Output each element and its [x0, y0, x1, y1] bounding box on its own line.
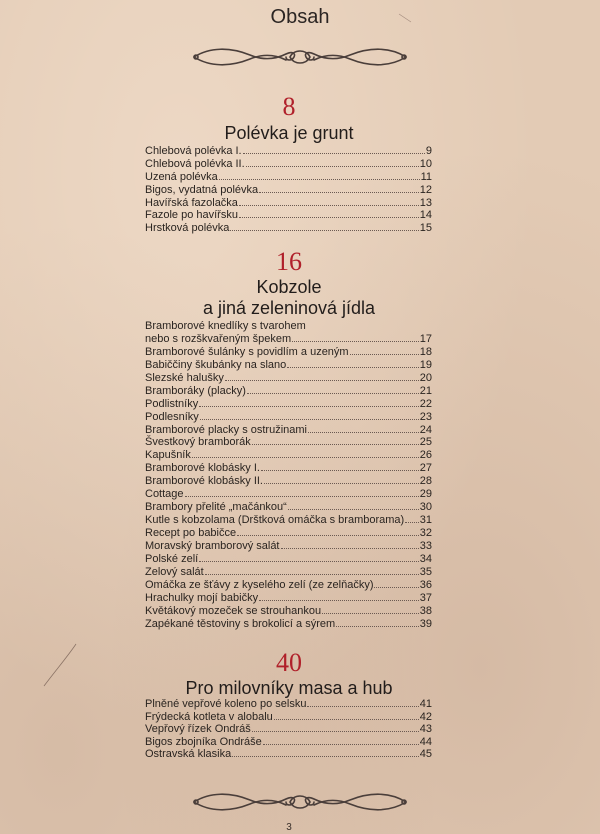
dot-leader: [246, 158, 419, 167]
toc-entry-title: Kutle s kobzolama (Drštková omáčka s bramborama): [145, 514, 405, 527]
toc-entry[interactable]: [145, 424, 432, 437]
toc-entry-title: Bigos zbojníka Ondráše: [145, 735, 262, 748]
dot-leader: [225, 372, 419, 381]
toc-entry[interactable]: [145, 320, 432, 333]
toc-entry-page: 20: [419, 371, 432, 384]
toc-entry[interactable]: [145, 158, 432, 171]
toc-entry-page: 11: [420, 170, 432, 183]
toc-entry-title: nebo s rozškvařeným špekem: [145, 332, 292, 345]
toc-entry[interactable]: [145, 618, 432, 631]
toc-entry-title: Slezské halušky: [145, 371, 224, 384]
toc-entry[interactable]: [145, 579, 432, 592]
toc-entry-page: 43: [419, 723, 432, 736]
dot-leader: [292, 333, 419, 342]
dot-leader: [247, 385, 419, 394]
toc-entry[interactable]: [145, 398, 432, 411]
toc-entry-page: 14: [419, 209, 432, 222]
dot-leader: [232, 748, 419, 757]
toc-entry[interactable]: [145, 553, 432, 566]
section-number: 40: [276, 648, 302, 677]
toc-entry-page: 28: [419, 475, 432, 488]
dot-leader: [322, 605, 419, 614]
toc-entry-title: Havířská fazolačka: [145, 196, 238, 209]
toc-entry-title: Kapušník: [145, 449, 191, 462]
toc-entry[interactable]: [145, 723, 432, 736]
toc-entry-title: Bramborové šulánky s povidlím a uzeným: [145, 345, 349, 358]
toc-entry-title: Recept po babičce: [145, 527, 237, 539]
toc-entry-title: Hrachulky mojí babičky: [145, 591, 259, 604]
toc-entry-title: Bramborové klobásky II.: [145, 475, 263, 488]
toc-entry-page: 29: [419, 488, 432, 501]
toc-entry[interactable]: [145, 462, 432, 475]
toc-entry-page: 36: [419, 578, 432, 591]
section-title: Pro milovníky masa a hub: [185, 678, 393, 698]
toc-entry-title: Zelový salát: [145, 565, 204, 578]
toc-entry[interactable]: [145, 698, 432, 711]
toc-entry[interactable]: [145, 333, 432, 346]
toc-entry-page: 27: [419, 462, 432, 475]
toc-entry[interactable]: [145, 748, 432, 761]
toc-entry-page: 19: [419, 358, 432, 371]
dot-leader: [200, 411, 419, 420]
toc-entry-page: 12: [419, 183, 432, 196]
dot-leader: [374, 579, 418, 588]
toc-entry[interactable]: [145, 436, 432, 449]
toc-entry[interactable]: [145, 592, 432, 605]
toc-entry-page: 13: [419, 196, 432, 209]
toc-entry-title: Zapékané těstoviny s brokolicí a sýrem: [145, 617, 336, 630]
dot-leader: [199, 553, 419, 562]
toc-entry-page: 45: [419, 748, 432, 761]
ornament-divider-icon: [190, 45, 410, 69]
dot-leader: [243, 145, 425, 154]
toc-entry[interactable]: [145, 736, 432, 749]
section-title-line-2: a jiná zeleninová jídla: [202, 298, 376, 318]
toc-entry[interactable]: [145, 209, 432, 222]
toc-entry[interactable]: [145, 222, 432, 235]
toc-entry[interactable]: [145, 605, 432, 618]
toc-entry-page: 39: [419, 617, 432, 630]
dot-leader: [237, 527, 419, 536]
toc-entry-title: Podlistníky: [145, 397, 199, 410]
toc-entry-page: 26: [419, 449, 432, 462]
page-title: Obsah: [270, 6, 330, 28]
toc-entry-title: Bigos, vydatná polévka: [145, 183, 259, 196]
dot-leader: [219, 171, 420, 180]
toc-entry-title: Podlesníky: [145, 410, 199, 423]
toc-entry-page: 44: [419, 735, 432, 748]
toc-entry-page: 9: [425, 145, 432, 157]
dot-leader: [405, 514, 419, 523]
dot-leader: [287, 359, 419, 368]
dot-leader: [281, 540, 419, 549]
toc-entry-title: Cottage: [145, 488, 184, 501]
toc-entry-title: Hrstková polévka: [145, 222, 230, 235]
toc-entry-title: Bramborové klobásky I.: [145, 462, 260, 475]
toc-entry[interactable]: [145, 475, 432, 488]
toc-entry-page: 34: [419, 552, 432, 565]
toc-entry-page: 17: [419, 332, 432, 345]
section-number: 16: [276, 247, 302, 276]
toc-list: [145, 698, 432, 761]
toc-entry-title: Vepřový řízek Ondráš: [145, 723, 251, 736]
toc-entry-page: 25: [419, 436, 432, 449]
toc-entry-page: 23: [419, 410, 432, 423]
toc-entry-title: Bramboráky (placky): [145, 384, 246, 397]
section-title: Polévka je grunt: [224, 123, 354, 143]
section-number: 8: [282, 92, 296, 121]
dot-leader: [261, 462, 419, 471]
toc-entry-title: Omáčka ze šťávy z kyselého zelí (ze zelňačky): [145, 578, 374, 591]
dot-leader: [264, 475, 419, 484]
toc-entry-page: 30: [419, 501, 432, 514]
toc-entry[interactable]: [145, 385, 432, 398]
paper-scratch: [40, 640, 80, 690]
toc-entry[interactable]: [145, 488, 432, 501]
toc-entry[interactable]: [145, 566, 432, 579]
toc-entry-page: 31: [419, 514, 432, 527]
toc-entry-title: Květákový mozeček se strouhankou: [145, 604, 322, 617]
paper-scratch: [395, 8, 415, 28]
toc-entry-page: 15: [419, 222, 432, 235]
toc-entry-title: Moravský bramborový salát: [145, 539, 280, 552]
dot-leader: [230, 222, 418, 231]
dot-leader: [239, 209, 419, 218]
toc-entry-page: 32: [419, 527, 432, 539]
dot-leader: [205, 566, 419, 575]
toc-entry-page: 33: [419, 539, 432, 552]
toc-entry-title: Ostravská klasika: [145, 748, 232, 761]
toc-list: [145, 145, 432, 235]
dot-leader: [263, 736, 419, 745]
toc-entry-title: Bramborové knedlíky s tvarohem: [145, 320, 306, 332]
toc-entry[interactable]: [145, 514, 432, 527]
toc-list: [145, 320, 432, 631]
ornament-divider-icon: [190, 790, 410, 814]
dot-leader: [252, 436, 419, 445]
page-number: 3: [286, 822, 292, 833]
toc-entry-page: 22: [419, 397, 432, 410]
dot-leader: [308, 424, 419, 433]
toc-entry-page: 38: [419, 604, 432, 617]
dot-leader: [307, 698, 418, 707]
toc-entry-page: 21: [419, 384, 432, 397]
toc-entry-title: Fazole po havířsku: [145, 209, 238, 222]
toc-entry-title: Brambory přelité „mačánkou“: [145, 501, 287, 514]
toc-entry-title: Švestkový bramborák: [145, 436, 251, 449]
dot-leader: [288, 501, 419, 510]
dot-leader: [274, 711, 419, 720]
toc-entry[interactable]: [145, 527, 432, 540]
toc-entry[interactable]: [145, 449, 432, 462]
dot-leader: [239, 197, 419, 206]
toc-entry-title: Plněné vepřové koleno po selsku: [145, 698, 307, 710]
toc-entry-page: 35: [419, 565, 432, 578]
dot-leader: [336, 618, 419, 627]
toc-entry-title: Bramborové placky s ostružinami: [145, 423, 308, 436]
dot-leader: [192, 449, 419, 458]
toc-entry[interactable]: [145, 171, 432, 184]
toc-entry-title: Chlebová polévka II.: [145, 157, 245, 170]
toc-entry-page: 37: [419, 591, 432, 604]
toc-entry[interactable]: [145, 197, 432, 210]
toc-entry[interactable]: [145, 711, 432, 724]
toc-entry[interactable]: [145, 540, 432, 553]
toc-entry-title: Polské zelí: [145, 552, 199, 565]
toc-entry-title: Frýdecká kotleta v alobalu: [145, 710, 273, 723]
dot-leader: [350, 346, 419, 355]
toc-entry[interactable]: [145, 184, 432, 197]
toc-entry-page: 41: [419, 698, 432, 710]
toc-entry[interactable]: [145, 372, 432, 385]
toc-entry-title: Chlebová polévka I.: [145, 145, 242, 157]
dot-leader: [259, 592, 419, 601]
toc-entry[interactable]: [145, 145, 432, 158]
dot-leader: [185, 488, 419, 497]
toc-entry-page: 10: [419, 157, 432, 170]
section-title: Kobzole: [256, 277, 322, 297]
toc-entry[interactable]: [145, 501, 432, 514]
toc-entry-title: Uzená polévka: [145, 170, 218, 183]
toc-entry[interactable]: [145, 411, 432, 424]
toc-entry-page: 18: [419, 345, 432, 358]
toc-entry[interactable]: [145, 359, 432, 372]
dot-leader: [199, 398, 419, 407]
toc-entry-page: 24: [419, 423, 432, 436]
toc-entry-title: Babiččiny škubánky na slano: [145, 358, 287, 371]
dot-leader: [252, 723, 419, 732]
toc-entry[interactable]: [145, 346, 432, 359]
dot-leader: [259, 184, 419, 193]
toc-entry-page: 42: [419, 710, 432, 723]
